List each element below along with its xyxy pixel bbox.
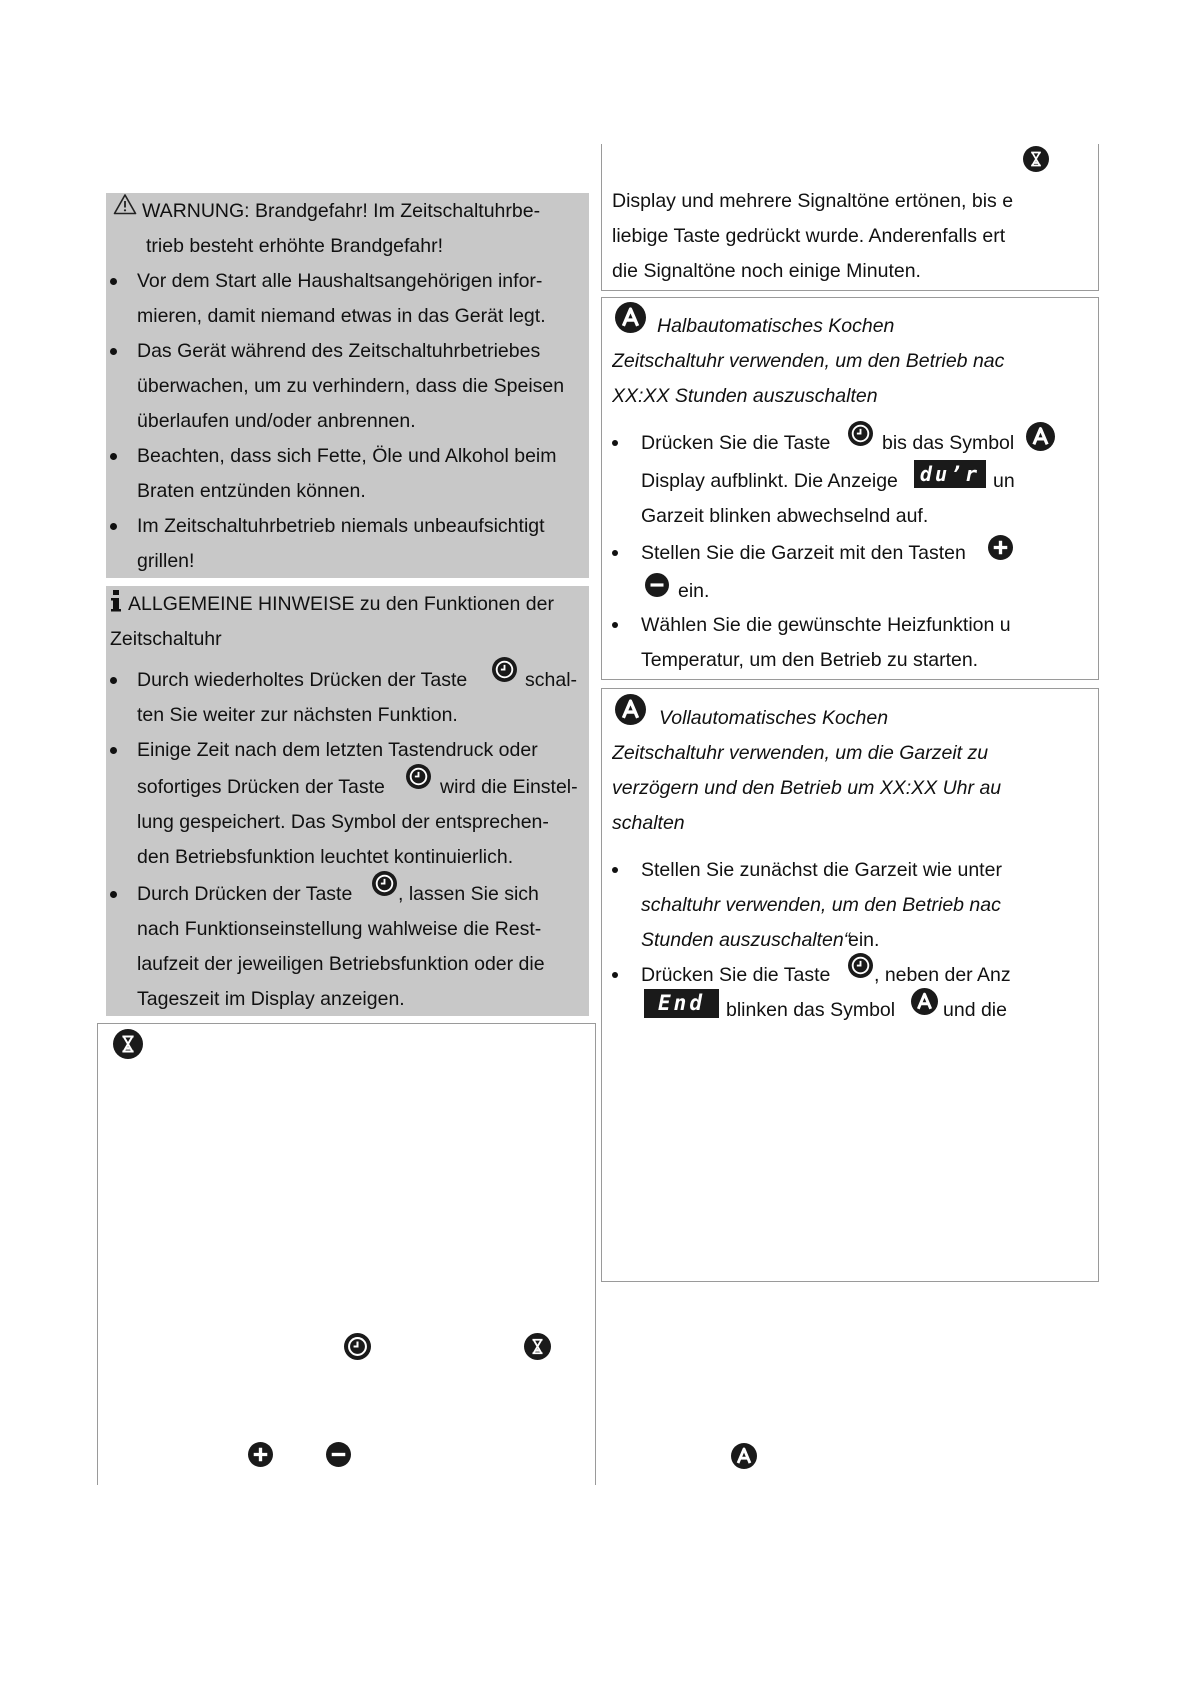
info-title-line-1: ALLGEMEINE HINWEISE zu den Funktionen der xyxy=(128,593,554,615)
warning-item-2-line-3: überlaufen und/oder anbrennen. xyxy=(137,410,416,432)
full-auto-text-clip xyxy=(612,692,1018,1280)
bullet xyxy=(110,747,117,754)
semi-auto-b2-line-2: ein. xyxy=(678,580,710,602)
hourglass-icon xyxy=(113,1029,143,1059)
full-auto-b2-line-2a: blinken das Symbol xyxy=(726,999,896,1021)
warning-item-4-line-1: Im Zeitschaltuhrbetrieb niemals unbeaufsichtigt xyxy=(137,515,545,537)
full-auto-b1-line-3b: ein. xyxy=(848,929,880,951)
end-display: End xyxy=(644,989,719,1018)
signal-line-1: Display und mehrere Signaltöne ertönen, bis e xyxy=(612,190,1014,212)
semi-auto-b3-line-2: Temperatur, um den Betrieb zu starten. xyxy=(641,649,979,671)
timer-section-frame xyxy=(97,1023,596,1485)
full-auto-b2-line-1b: , neben der Anz xyxy=(874,964,1011,986)
info-item-2-line-2b: wird die Einstel- xyxy=(440,776,578,798)
semi-auto-b3-line-1: Wählen Sie die gewünschte Heizfunktion u xyxy=(641,614,1011,636)
full-auto-b1-line-1: Stellen Sie zunächst die Garzeit wie unter xyxy=(641,859,1002,881)
warning-title-line-2: trieb besteht erhöhte Brandgefahr! xyxy=(146,235,444,257)
hourglass-icon xyxy=(524,1333,551,1360)
clock-icon xyxy=(372,871,397,896)
clock-icon xyxy=(848,421,873,446)
full-auto-subtitle-1: Zeitschaltuhr verwenden, um die Garzeit zu xyxy=(612,742,989,764)
auto-a-icon xyxy=(911,988,938,1015)
minus-icon xyxy=(645,573,669,597)
clock-icon xyxy=(848,953,873,978)
info-item-2-line-1: Einige Zeit nach dem letzten Tastendruck oder xyxy=(137,739,538,761)
info-item-3-line-4: Tageszeit im Display anzeigen. xyxy=(137,988,405,1010)
full-auto-b2-line-2b: und die xyxy=(943,999,1007,1021)
full-auto-b1-line-3a: Stunden auszuschalten“ xyxy=(641,929,851,951)
semi-auto-b1-line-2b: un xyxy=(993,470,1015,492)
info-item-1-line-2: ten Sie weiter zur nächsten Funktion. xyxy=(137,704,458,726)
info-item-2-line-3: lung gespeichert. Das Symbol der entsprechen- xyxy=(137,811,549,833)
warning-item-1-line-1: Vor dem Start alle Haushaltsangehörigen infor- xyxy=(137,270,543,292)
info-item-1-line-1b: schal- xyxy=(525,669,578,691)
minus-icon xyxy=(326,1442,351,1467)
semi-auto-subtitle-2: XX:XX Stunden auszuschalten xyxy=(612,385,878,407)
warning-item-2-line-2: überwachen, um zu verhindern, dass die Speisen xyxy=(137,375,565,397)
info-item-3-line-3: laufzeit der jeweiligen Betriebsfunktion oder die xyxy=(137,953,545,975)
bullet xyxy=(612,867,618,873)
warning-item-3-line-1: Beachten, dass sich Fette, Öle und Alkohol beim xyxy=(137,445,557,467)
bullet xyxy=(110,278,117,285)
warning-item-2-line-1: Das Gerät während des Zeitschaltuhrbetriebes xyxy=(137,340,541,362)
info-item-2-line-2a: sofortiges Drücken der Taste xyxy=(137,776,385,798)
plus-icon xyxy=(248,1442,273,1467)
semi-auto-b1-line-1b: bis das Symbol xyxy=(882,432,1015,454)
signal-line-2: liebige Taste gedrückt wurde. Anderenfalls ert xyxy=(612,225,1006,247)
hourglass-icon xyxy=(1023,146,1049,172)
dur-display: du’r xyxy=(914,460,986,488)
info-item-3-line-2: nach Funktionseinstellung wahlweise die Rest- xyxy=(137,918,542,940)
auto-a-icon xyxy=(731,1443,757,1469)
info-title-line-2: Zeitschaltuhr xyxy=(110,628,222,650)
full-auto-subtitle-3: schalten xyxy=(612,812,685,834)
semi-auto-b1-line-1a: Drücken Sie die Taste xyxy=(641,432,831,454)
full-auto-subtitle-2: verzögern und den Betrieb um XX:XX Uhr au xyxy=(612,777,1002,799)
full-auto-b2-line-1a: Drücken Sie die Taste xyxy=(641,964,831,986)
semi-auto-text-clip xyxy=(612,300,1018,678)
info-item-1-line-1a: Durch wiederholtes Drücken der Taste xyxy=(137,669,468,691)
signal-text-clip xyxy=(612,184,1018,289)
info-icon xyxy=(110,590,122,612)
auto-a-icon xyxy=(1026,422,1055,451)
bullet xyxy=(110,677,117,684)
semi-auto-subtitle-1: Zeitschaltuhr verwenden, um den Betrieb nac xyxy=(612,350,1005,372)
full-auto-title: Vollautomatisches Kochen xyxy=(659,707,889,729)
warning-item-4-line-2: grillen! xyxy=(137,550,195,572)
bullet xyxy=(110,348,117,355)
bullet xyxy=(110,891,117,898)
clock-icon xyxy=(406,764,431,789)
bullet xyxy=(612,440,618,446)
warning-title-line-1: WARNUNG: Brandgefahr! Im Zeitschaltuhrbe- xyxy=(142,200,541,222)
bullet xyxy=(110,453,117,460)
clock-icon xyxy=(492,657,517,682)
bullet xyxy=(612,550,618,556)
warning-item-3-line-2: Braten entzünden können. xyxy=(137,480,366,502)
semi-auto-b1-line-3: Garzeit blinken abwechselnd auf. xyxy=(641,505,929,527)
warning-triangle-icon xyxy=(113,193,137,215)
bullet xyxy=(612,622,618,628)
clock-icon xyxy=(344,1333,371,1360)
bullet xyxy=(110,523,117,530)
info-item-3-line-1a: Durch Drücken der Taste xyxy=(137,883,353,905)
full-auto-b1-line-2: schaltuhr verwenden, um den Betrieb nac xyxy=(641,894,1001,916)
semi-auto-b2-line-1: Stellen Sie die Garzeit mit den Tasten xyxy=(641,542,966,564)
signal-line-3: die Signaltöne noch einige Minuten. xyxy=(612,260,921,282)
info-item-3-line-1b: , lassen Sie sich xyxy=(398,883,539,905)
warning-item-1-line-2: mieren, damit niemand etwas in das Gerät legt. xyxy=(137,305,546,327)
info-item-2-line-4: den Betriebsfunktion leuchtet kontinuierlich. xyxy=(137,846,514,868)
semi-auto-title: Halbautomatisches Kochen xyxy=(657,315,895,337)
semi-auto-b1-line-2a: Display aufblinkt. Die Anzeige xyxy=(641,470,898,492)
bullet xyxy=(612,972,618,978)
